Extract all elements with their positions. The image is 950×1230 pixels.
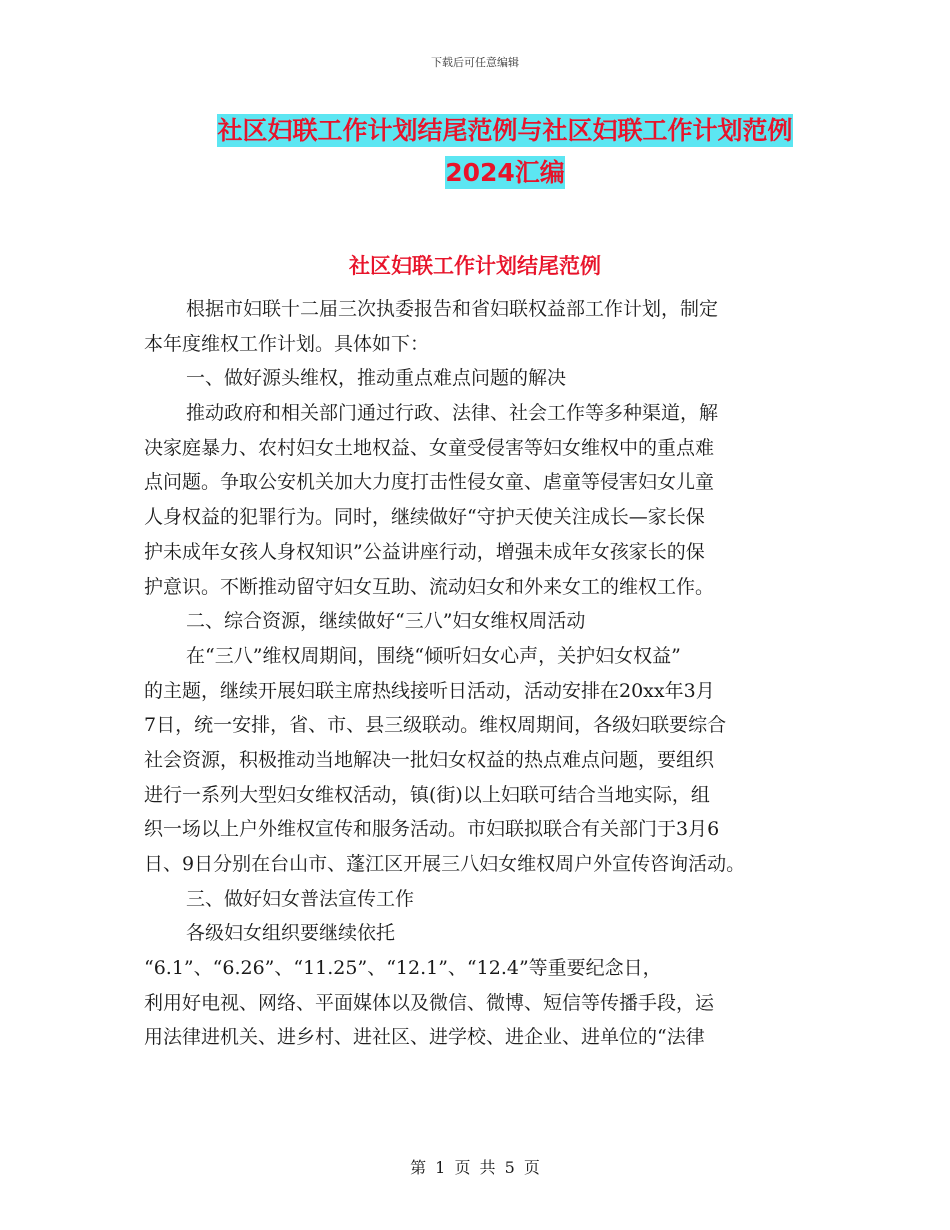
heading-line: 一、做好源头维权，推动重点难点问题的解决 (186, 367, 567, 390)
paragraph-line: 各级妇女组织要继续依托 (186, 922, 396, 945)
paragraph-line: 利用好电视、网络、平面媒体以及微信、微博、短信等传播手段，运 (144, 991, 715, 1014)
paragraph-line: 用法律进机关、进乡村、进社区、进学校、进企业、进单位的“法律 (144, 1026, 705, 1049)
paragraph-line: 在“三八”维权周期间，围绕“倾听妇女心声，关护妇女权益” (186, 644, 681, 667)
paragraph-line: 进行一系列大型妇女维权活动，镇(街)以上妇联可结合当地实际，组 (144, 783, 710, 806)
document-title (140, 110, 870, 194)
paragraph-line: 点问题。争取公安机关加大力度打击性侵女童、虐童等侵害妇女儿童 (144, 471, 715, 494)
page-footer: 第 1 页 共 5 页 (410, 1158, 540, 1177)
paragraph-line: 推动政府和相关部门通过行政、法律、社会工作等多种渠道，解 (186, 402, 719, 425)
title-line-2: 2024汇编 (445, 158, 565, 187)
paragraph-line: 根据市妇联十二届三次执委报告和省妇联权益部工作计划，制定 (186, 298, 719, 320)
section-title: 社区妇联工作计划结尾范例 (349, 254, 601, 278)
paragraph-line: 人身权益的犯罪行为。同时，继续做好“守护天使关注成长—家长保 (144, 506, 705, 529)
paragraph-line: 的主题，继续开展妇联主席热线接听日活动，活动安排在20xx年3月 (144, 679, 715, 702)
header-note: 下载后可任意编辑 (431, 56, 519, 69)
paragraph-line: 决家庭暴力、农村妇女土地权益、女童受侵害等妇女维权中的重点难 (144, 436, 715, 459)
paragraph-line: “6.1”、“6.26”、“11.25”、“12.1”、“12.4”等重要纪念日， (144, 957, 662, 980)
paragraph-line: 7日，统一安排，省、市、县三级联动。维权周期间，各级妇联要综合 (144, 714, 727, 737)
heading-line: 三、做好妇女普法宣传工作 (186, 887, 415, 910)
paragraph-line: 社会资源，积极推动当地解决一批妇女权益的热点难点问题，要组织 (144, 748, 715, 771)
body-text (144, 292, 834, 1055)
title-line-1: 社区妇联工作计划结尾范例与社区妇联工作计划范例 (217, 116, 793, 145)
paragraph-line: 护未成年女孩人身权知识”公益讲座行动，增强未成年女孩家长的保 (144, 540, 705, 563)
paragraph-line: 日、9日分别在台山市、蓬江区开展三八妇女维权周户外宣传咨询活动。 (144, 853, 746, 875)
paragraph-line: 织一场以上户外维权宣传和服务活动。市妇联拟联合有关部门于3月6 (144, 818, 720, 841)
heading-line: 二、综合资源，继续做好“三八”妇女维权周活动 (186, 610, 586, 633)
paragraph-line: 护意识。不断推动留守妇女互助、流动妇女和外来女工的维权工作。 (144, 575, 715, 598)
paragraph-line: 本年度维权工作计划。具体如下： (144, 332, 430, 355)
